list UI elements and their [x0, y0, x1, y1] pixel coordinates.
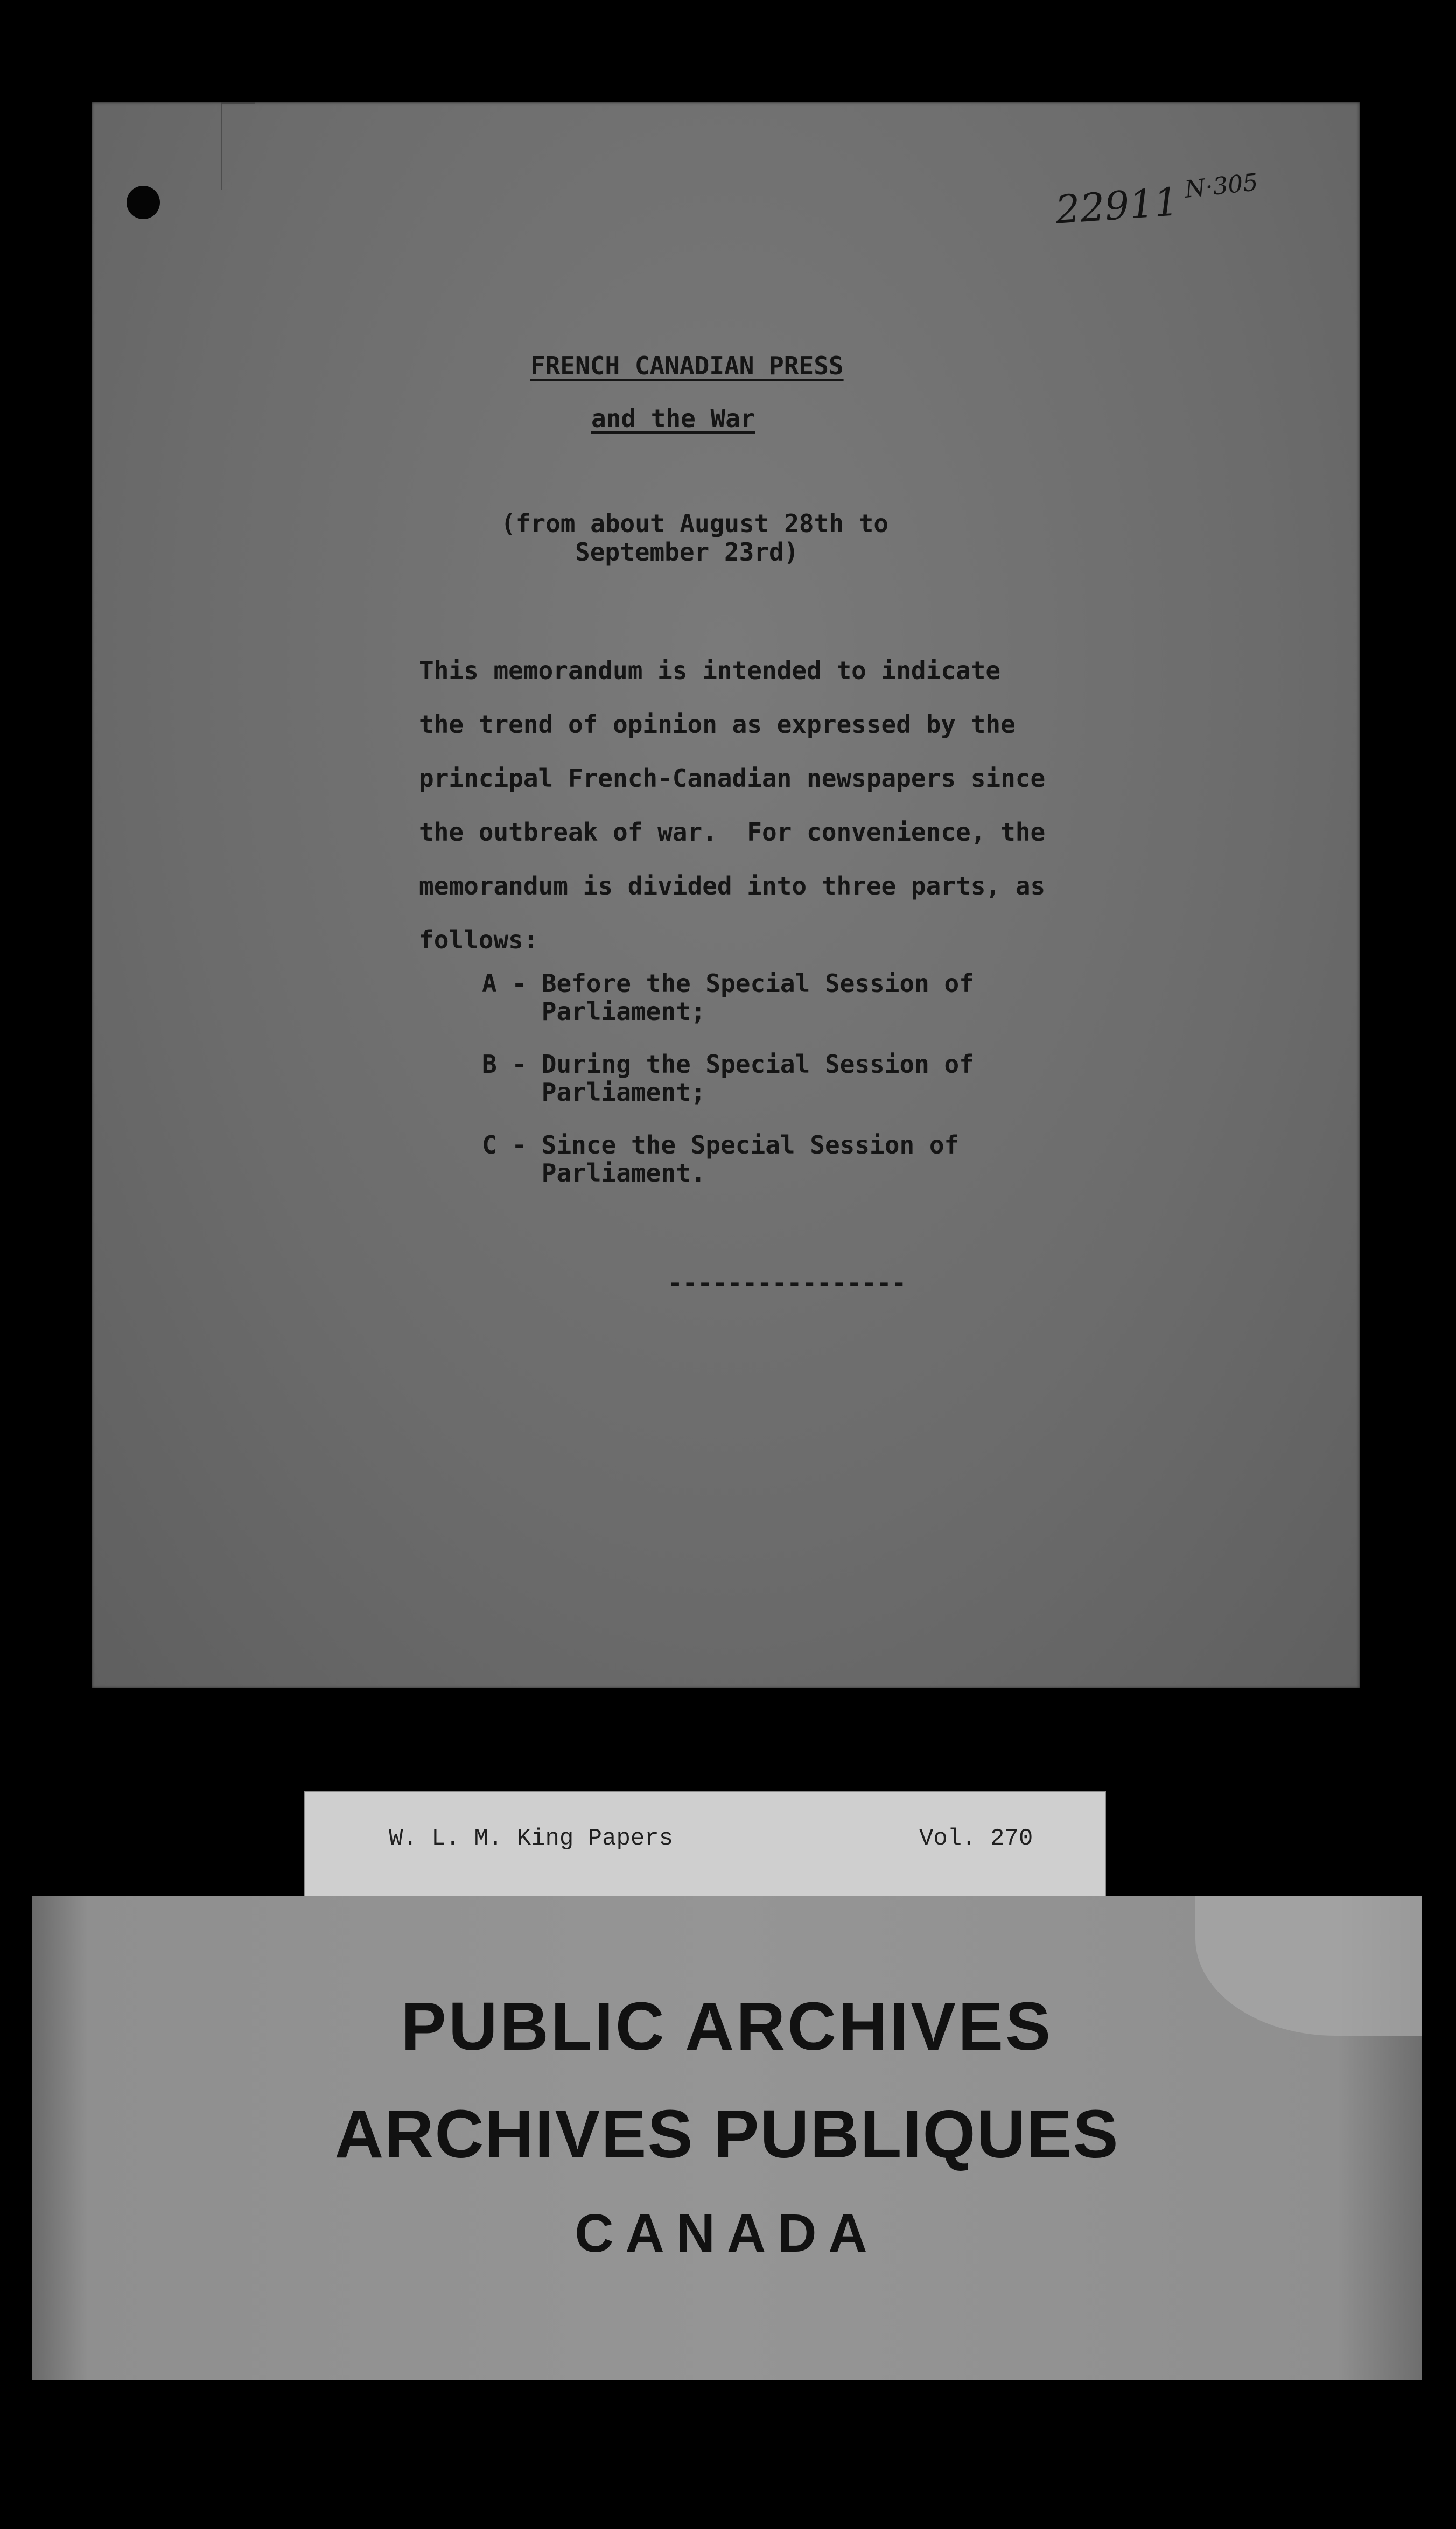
date-range-line1: (from about August 28th to [501, 509, 889, 538]
document-subtitle: and the War [591, 404, 755, 433]
file-number-annotation: N·305 [1183, 169, 1259, 204]
part-b: B - During the Special Session of Parliament; [482, 1050, 974, 1107]
folder-title-en: PUBLIC ARCHIVES [401, 1988, 1053, 2064]
staple-mark [221, 102, 255, 190]
part-a: A - Before the Special Session of Parliament; [482, 969, 974, 1026]
dashed-rule: ---------------- [668, 1268, 907, 1297]
volume-number: Vol. 270 [919, 1825, 1033, 1852]
part-c: C - Since the Special Session of Parliament. [482, 1130, 960, 1187]
file-number: 22911 [1054, 179, 1180, 233]
collection-name: W. L. M. King Papers [389, 1825, 674, 1852]
archive-folder [32, 1896, 1422, 2380]
document-title: FRENCH CANADIAN PRESS [530, 351, 844, 380]
folder-title-fr: ARCHIVES PUBLIQUES [334, 2096, 1119, 2172]
archive-label [304, 1791, 1106, 1903]
date-range-line2: September 23rd) [575, 537, 799, 567]
folder-country: CANADA [575, 2203, 879, 2263]
memo-body: This memorandum is intended to indicate the trend of opinion as expressed by the principal French-Canadian newspapers since the outbreak of war. For convenience, the memorandum is divided into three parts, as follows: [419, 656, 1046, 954]
punch-hole [127, 186, 160, 219]
